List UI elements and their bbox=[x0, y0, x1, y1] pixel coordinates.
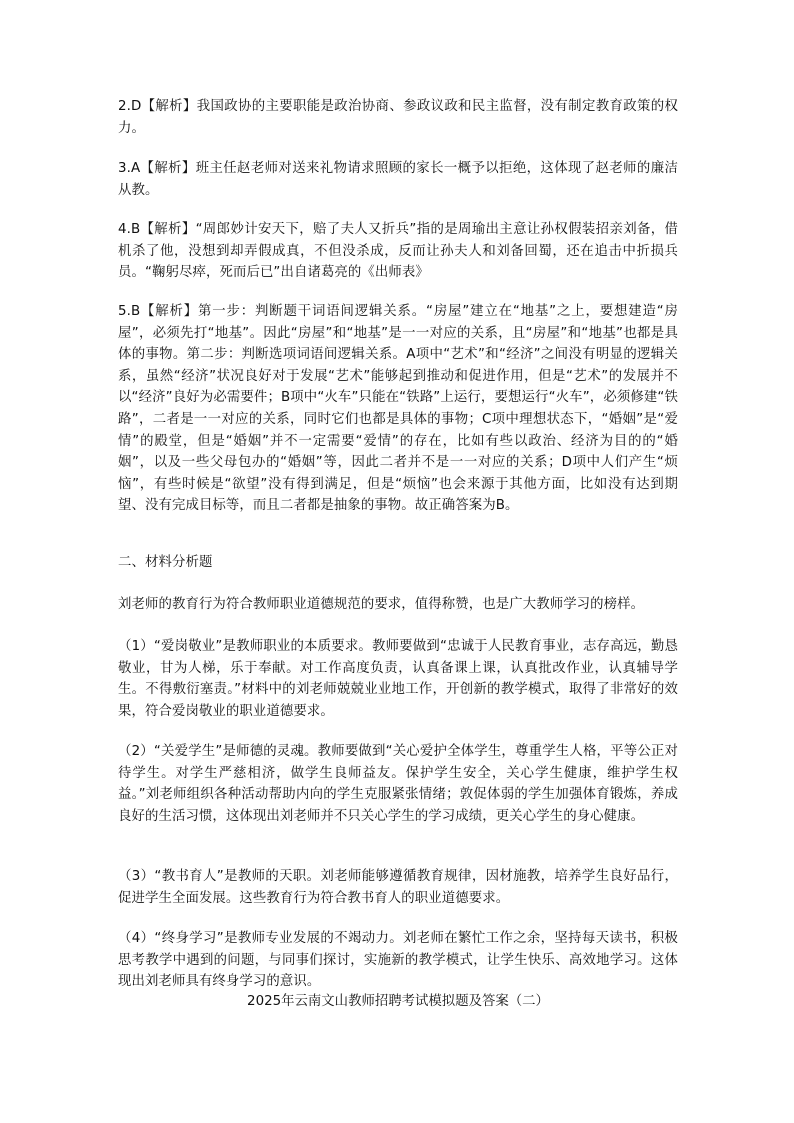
point-text: （4）“终身学习”是教师专业发展的不竭动力。刘老师在繁忙工作之余，坚持每天读书，积极思考教学中遇到的问题，与同事们探讨，实施新的教学模式，让学生快乐、高效地学习。这体现出刘老师具有终身学习的意识。 bbox=[118, 931, 678, 990]
answer-text: 3.A【解析】班主任赵老师对送来礼物请求照顾的家长一概予以拒绝，这体现了赵老师的廉洁从教。 bbox=[118, 161, 678, 198]
point-1 bbox=[118, 636, 678, 722]
answer-2 bbox=[118, 96, 678, 139]
point-text: （2）“关爱学生”是师德的灵魂。教师要做到“关心爱护全体学生，尊重学生人格，平等公正对待学生。对学生严慈相济，做学生良师益友。保护学生安全，关心学生健康，维护学生权益。”刘老师组织各种活动帮助内向的学生克服紧张情绪；敦促体弱的学生加强体育锻炼，养成良好的生活习惯，这体现出刘老师并不只关心学生的学习成绩，更关心学生的身心健康。 bbox=[118, 744, 678, 824]
point-text: （1）“爱岗敬业”是教师职业的本质要求。教师要做到“忠诚于人民教育事业，志存高远，勤恳敬业，甘为人梯，乐于奉献。对工作高度负责，认真备课上课，认真批改作业，认真辅导学生。不得敷衍塞责。”材料中的刘老师兢兢业业地工作，开创新的教学模式，取得了非常好的效果，符合爱岗敬业的职业道德要求。 bbox=[118, 639, 678, 719]
document-footer-title: 2025年云南文山教师招聘考试模拟题及答案（二） bbox=[247, 994, 549, 1009]
point-3 bbox=[118, 866, 678, 909]
point-4 bbox=[118, 928, 678, 993]
answer-5 bbox=[118, 301, 678, 517]
answer-text: 4.B【解析】“周郎妙计安天下，赔了夫人又折兵”指的是周瑜出主意让孙权假装招亲刘备，借机杀了他，没想到却弄假成真，不但没杀成，反而让孙夫人和刘备回蜀，还在追击中折损兵员。“鞠躬尽瘁，死而后已”出自诸葛亮的《出师表》 bbox=[118, 222, 678, 281]
point-2 bbox=[118, 741, 678, 827]
answer-4 bbox=[118, 219, 678, 284]
point-text: （3）“教书育人”是教师的天职。刘老师能够遵循教育规律，因材施教，培养学生良好品行，促进学生全面发展。这些教育行为符合教书育人的职业道德要求。 bbox=[118, 869, 678, 906]
answer-text: 5.B【解析】第一步：判断题干词语间逻辑关系。“房屋”建立在“地基”之上，要想建造“房屋”，必须先打“地基”。因此“房屋”和“地基”是一一对应的关系，且“房屋”和“地基”也都是具体的事物。第二步：判断选项词语间逻辑关系。A项中“艺术”和“经济”之间没有明显的逻辑关系，虽然“经济”状况良好对于发展“艺术”能够起到推动和促进作用，但是“艺术”的发展并不以“经济”良好为必需要件；B项中“火车”只能在“铁路”上运行，要想运行“火车”，必须修建“铁路”，二者是一一对应的关系，同时它们也都是具体的事物；C项中理想状态下，“婚姻”是“爱情”的殿堂，但是“婚姻”并不一定需要“爱情”的存在，比如有些以政治、经济为目的的“婚姻”，以及一些父母包办的“婚姻”等，因此二者并不是一一对应的关系；D项中人们产生“烦恼”，有些时候是“欲望”没有得到满足，但是“烦恼”也会来源于其他方面，比如没有达到期望、没有完成目标等，而且二者都是抽象的事物。故正确答案为B。 bbox=[118, 304, 678, 514]
section-intro-text: 刘老师的教育行为符合教师职业道德规范的要求，值得称赞，也是广大教师学习的榜样。 bbox=[118, 597, 645, 612]
answer-3 bbox=[118, 158, 678, 201]
section-heading-text: 二、材料分析题 bbox=[118, 555, 213, 570]
answer-text: 2.D【解析】我国政协的主要职能是政治协商、参政议政和民主监督，没有制定教育政策的权力。 bbox=[118, 99, 678, 136]
section-heading bbox=[118, 552, 678, 574]
section-intro bbox=[118, 594, 678, 616]
